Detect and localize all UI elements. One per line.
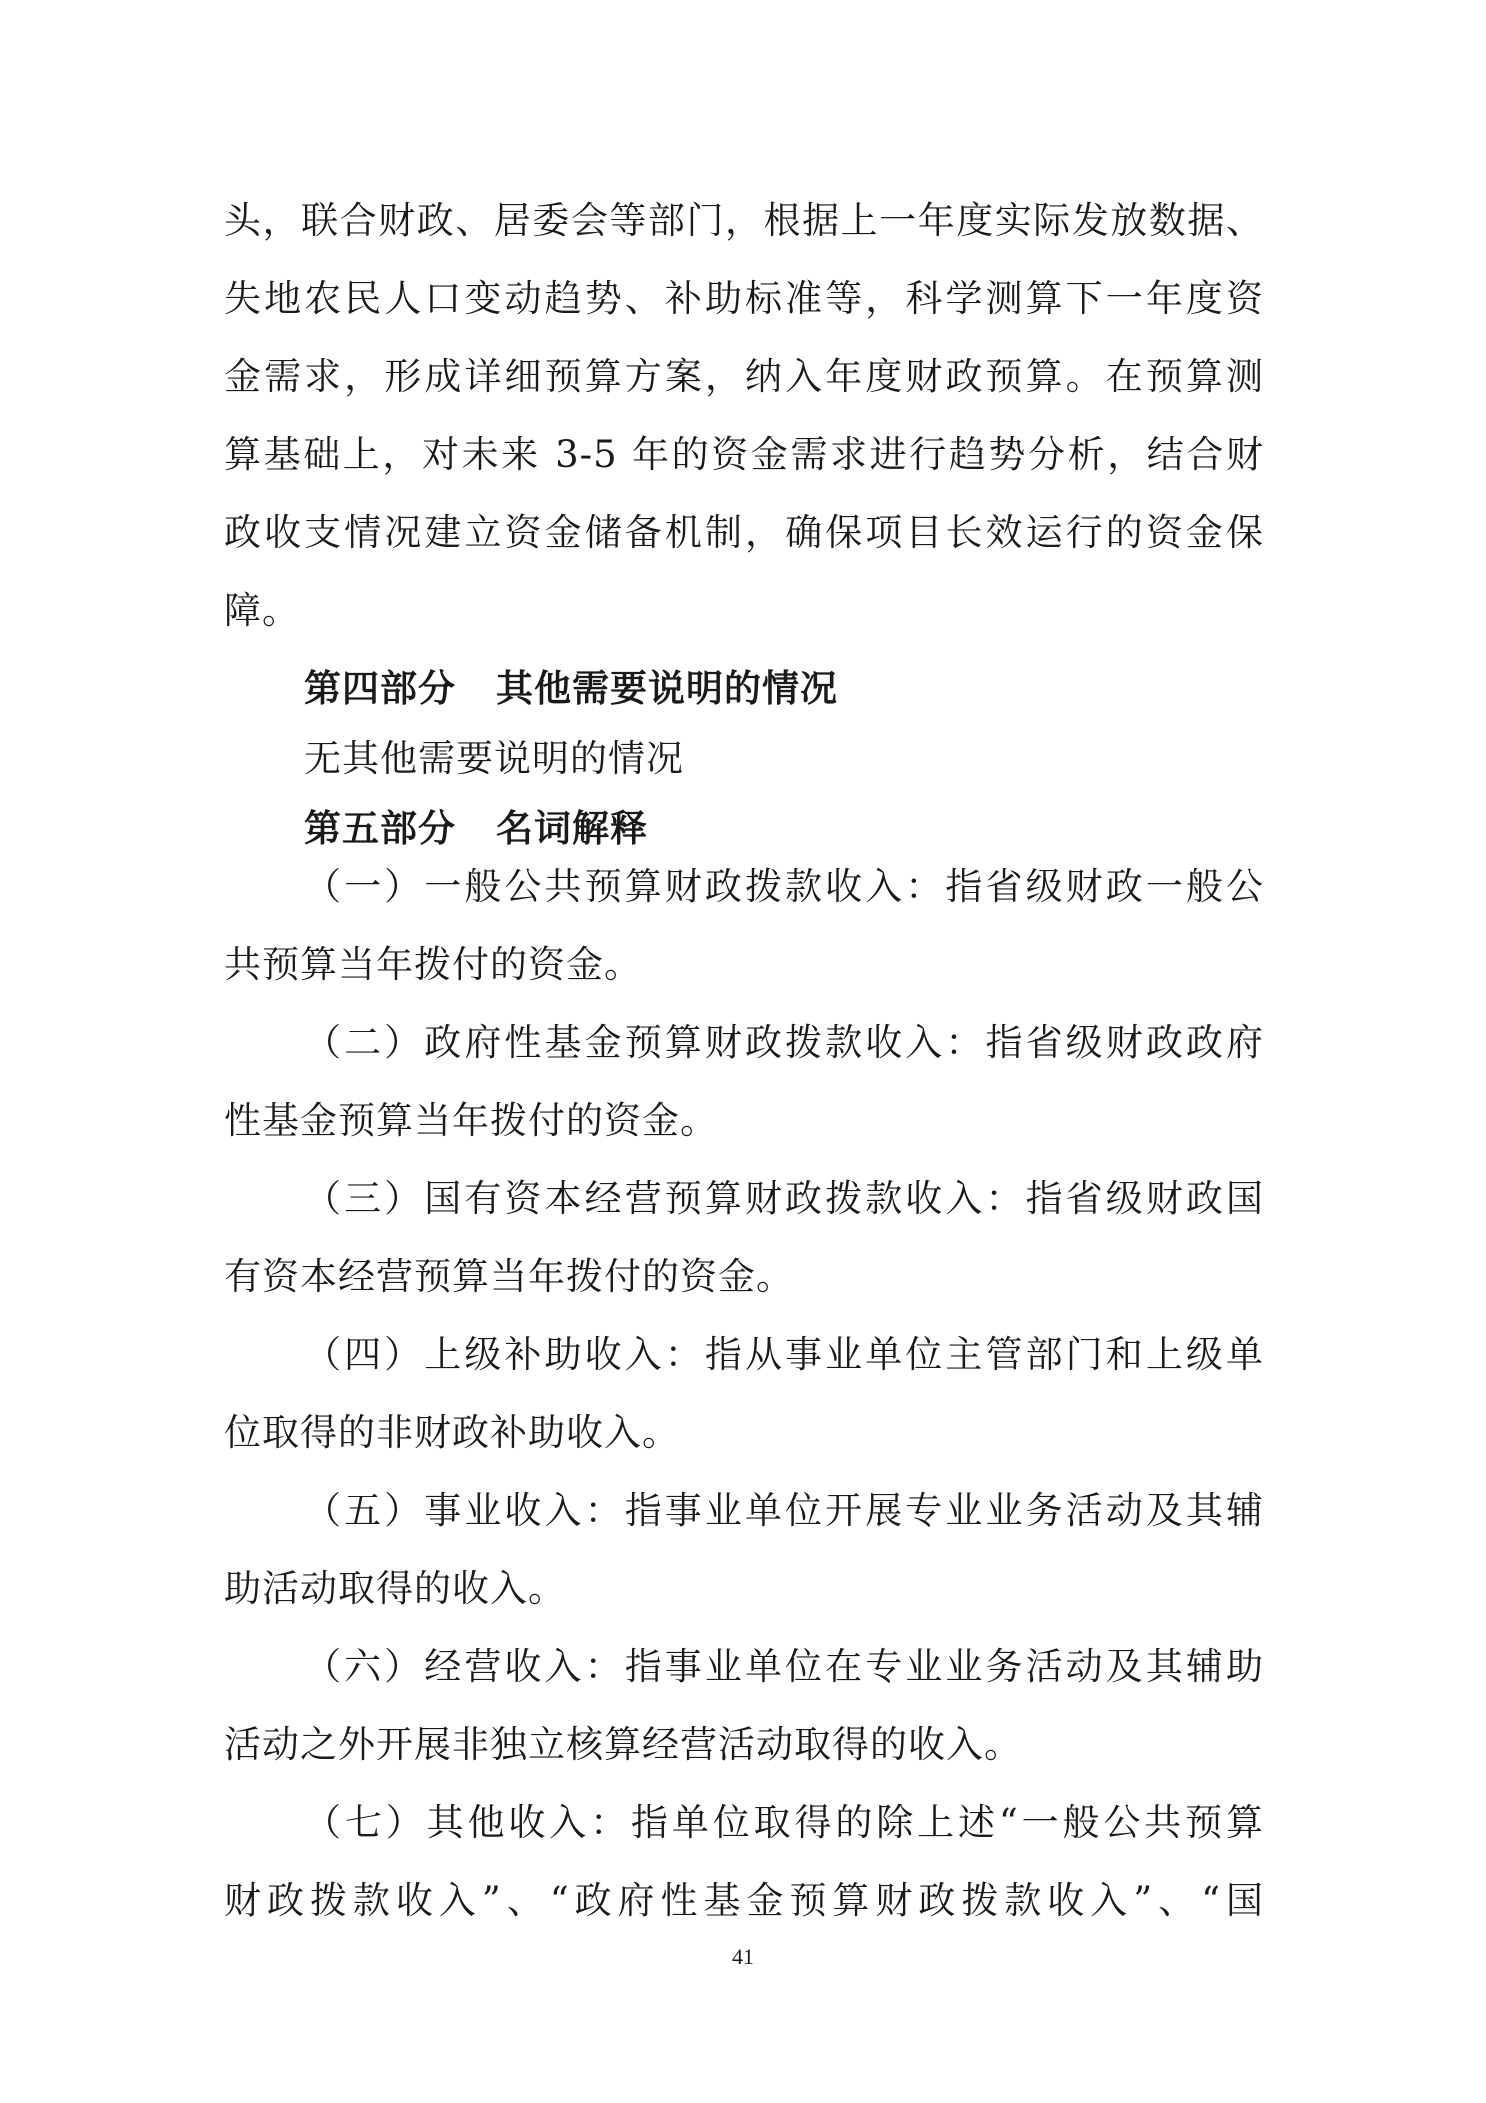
- paragraph-line: 政收支情况建立资金储备机制，确保项目长效运行的资金保: [224, 511, 1264, 554]
- paragraph-line: 失地农民人口变动趋势、补助标准等，科学测算下一年度资: [224, 277, 1264, 320]
- section-4-heading: [304, 666, 838, 712]
- section-4-title: 其他需要说明的情况: [496, 667, 838, 710]
- definition-item-1-line-2: 共预算当年拨付的资金。: [224, 943, 642, 986]
- paragraph-line: 头，联合财政、居委会等部门，根据上一年度实际发放数据、: [224, 199, 1264, 242]
- definition-item-3-line-2: 有资本经营预算当年拨付的资金。: [224, 1255, 794, 1298]
- definition-item-4-line-1: （四）上级补助收入：指从事业单位主管部门和上级单: [304, 1333, 1264, 1376]
- definition-item-6-line-2: 活动之外开展非独立核算经营活动取得的收入。: [224, 1723, 1022, 1766]
- definition-item-1-line-1: （一）一般公共预算财政拨款收入：指省级财政一般公: [304, 865, 1264, 908]
- page-number: 41: [732, 1944, 754, 1969]
- definition-item-6-line-1: （六）经营收入：指事业单位在专业业务活动及其辅助: [304, 1645, 1264, 1688]
- section-5-number: 第五部分: [304, 807, 456, 850]
- definition-item-2-line-2: 性基金预算当年拨付的资金。: [224, 1099, 718, 1142]
- section-4-body: 无其他需要说明的情况: [304, 737, 684, 780]
- section-4-number: 第四部分: [304, 667, 456, 710]
- definition-item-5-line-2: 助活动取得的收入。: [224, 1567, 566, 1610]
- definition-item-4-line-2: 位取得的非财政补助收入。: [224, 1411, 680, 1454]
- definition-item-7-line-2: 财政拨款收入”、“政府性基金预算财政拨款收入”、“国: [224, 1879, 1264, 1922]
- section-5-heading: [304, 806, 648, 852]
- definition-item-2-line-1: （二）政府性基金预算财政拨款收入：指省级财政政府: [304, 1021, 1264, 1064]
- definition-item-7-line-1: （七）其他收入：指单位取得的除上述“一般公共预算: [304, 1801, 1264, 1844]
- definition-item-5-line-1: （五）事业收入：指事业单位开展专业业务活动及其辅: [304, 1489, 1264, 1532]
- section-5-title: 名词解释: [496, 807, 648, 850]
- definition-item-3-line-1: （三）国有资本经营预算财政拨款收入：指省级财政国: [304, 1177, 1264, 1220]
- paragraph-line: 算基础上，对未来 3-5 年的资金需求进行趋势分析，结合财: [224, 433, 1264, 476]
- paragraph-line: 金需求，形成详细预算方案，纳入年度财政预算。在预算测: [224, 355, 1264, 398]
- paragraph-line: 障。: [224, 589, 300, 632]
